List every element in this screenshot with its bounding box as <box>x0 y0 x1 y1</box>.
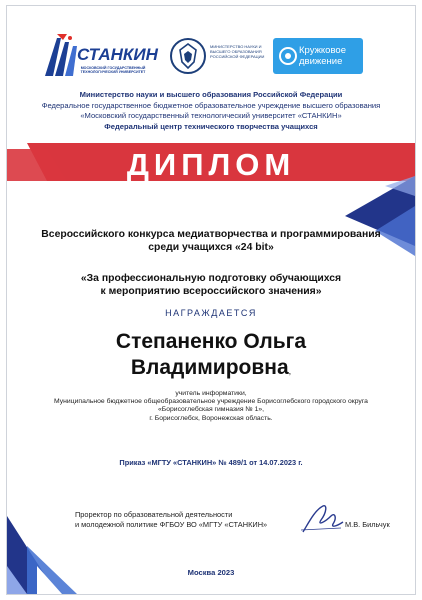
recipient-description <box>47 390 375 423</box>
ministry-logo-text: МИНИСТЕРСТВО НАУКИ И ВЫСШЕГО ОБРАЗОВАНИЯ РОССИЙСКОЙ ФЕДЕРАЦИИ <box>210 44 265 59</box>
kruzhok-logo <box>273 38 363 74</box>
signatory-role-line-1: Проректор по образовательной деятельности <box>75 510 233 519</box>
kruzhok-line-1: Кружковое <box>299 45 346 56</box>
heading-line-2: Федеральное государственное бюджетное образовательное учреждение высшего образования <box>41 100 381 110</box>
desc-line-4: г. Борисоглебск, Воронежская область. <box>149 414 273 422</box>
ministry-logo <box>170 34 270 78</box>
desc-line-1: учитель информатики, <box>175 390 247 397</box>
contest-name <box>27 228 395 254</box>
kruzhok-logo-text <box>299 45 346 67</box>
kruzhok-line-2: движение <box>299 56 343 67</box>
heading-line-3: «Московский государственный технологический университет «СТАНКИН» <box>80 111 342 120</box>
logo-row <box>7 32 415 82</box>
signatory-name: М.В. Бильчук <box>345 520 390 529</box>
contest-line-1: Всероссийского конкурса медиатворчества и программирования <box>41 229 381 240</box>
signatory-role <box>75 510 305 529</box>
stankin-wordmark: СТАНКИН <box>77 45 158 64</box>
signatory-role-line-2: и молодежной политике ФГБОУ ВО «МГТУ «СТАНКИН» <box>75 519 268 529</box>
heading-line-4: Федеральный центр технического творчества учащихся <box>104 121 318 131</box>
nomination-line-2: к мероприятию всероссийского значения» <box>100 286 322 297</box>
awarded-label: НАГРАЖДАЕТСЯ <box>165 308 257 318</box>
diploma-page <box>6 5 416 595</box>
nomination-line-1: «За профессиональную подготовку обучающихся <box>80 273 342 284</box>
institution-heading <box>7 90 415 132</box>
ministry-emblem-icon <box>170 36 206 76</box>
stankin-subtitle: МОСКОВСКИЙ ГОСУДАРСТВЕННЫЙ ТЕХНОЛОГИЧЕСКИЙ УНИВЕРСИТЕТ <box>80 66 146 75</box>
nomination <box>27 272 395 298</box>
recipient-suffix: , <box>288 366 292 376</box>
city-year: Москва 2023 <box>187 568 235 577</box>
recipient-name <box>7 329 415 384</box>
desc-line-3: «Борисоглебская гимназия № 1», <box>157 406 265 414</box>
desc-line-2: Муниципальное бюджетное общеобразовательное учреждение Борисоглебского городского округа <box>54 398 368 406</box>
order-reference: Приказ «МГТУ «СТАНКИН» № 489/1 от 14.07.2023 г. <box>119 458 303 467</box>
recipient-line-1: Степаненко Ольга <box>115 330 307 353</box>
kruzhok-mark-icon <box>278 46 298 66</box>
signature-image <box>297 500 347 540</box>
recipient-patronymic: Владимировна <box>130 356 289 379</box>
recipient-line-2 <box>7 355 415 384</box>
diploma-title: ДИПЛОМ <box>126 147 296 182</box>
contest-line-2: среди учащихся «24 bit» <box>148 242 274 253</box>
heading-line-1: Министерство науки и высшего образования Российской Федерации <box>79 90 343 99</box>
stankin-logo <box>43 32 158 80</box>
